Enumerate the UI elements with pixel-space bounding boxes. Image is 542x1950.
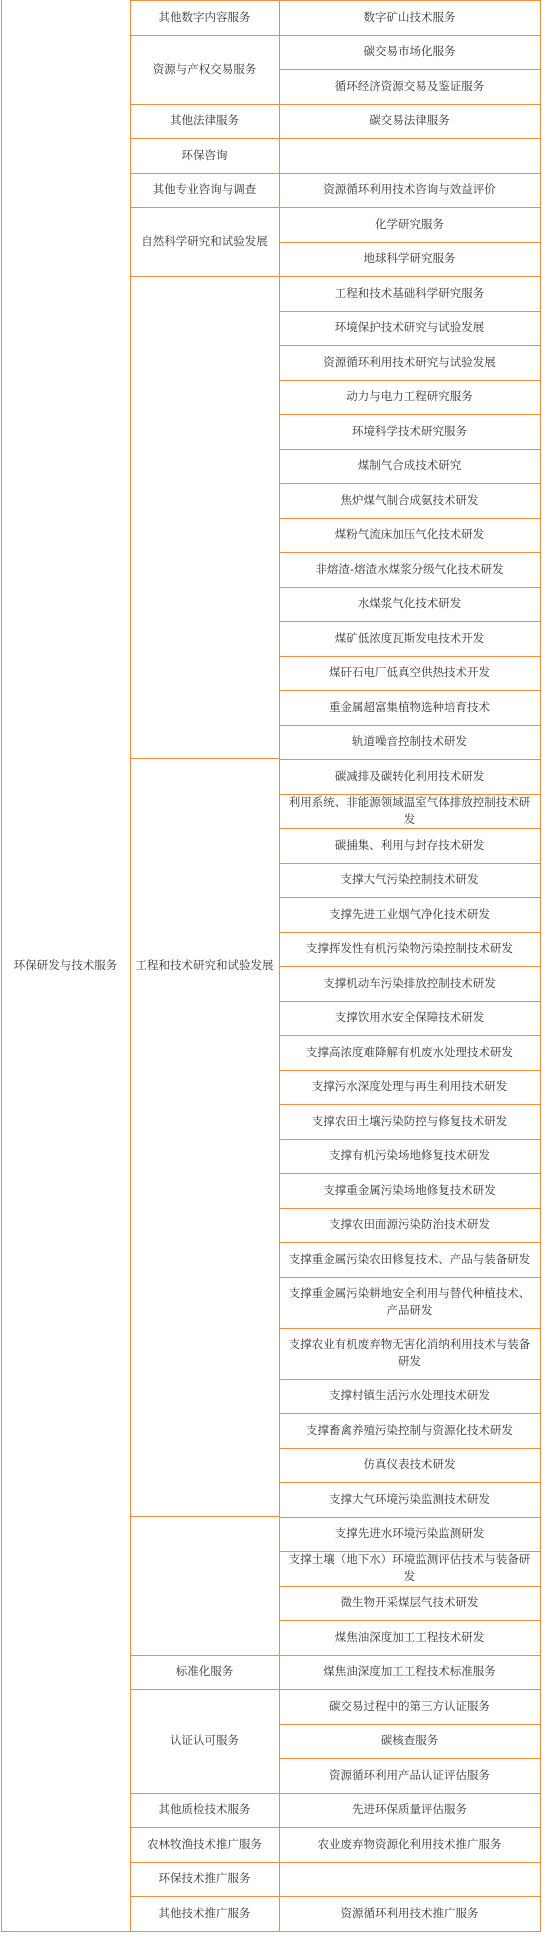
subcategory-cell: 支撑重金属污染农田修复技术、产品与装备研发 <box>288 1251 531 1266</box>
subcategory-cell: 化学研究服务 <box>375 216 444 231</box>
section-cell: 环保研发与技术服务 <box>13 957 118 972</box>
table-border <box>130 0 131 1932</box>
category-cell: 标准化服务 <box>175 1664 234 1679</box>
subcategory-cell: 支撑挥发性有机污染物污染控制技术研发 <box>306 941 513 956</box>
subcategory-cell: 煤制气合成技术研究 <box>357 458 462 473</box>
category-cell: 农林牧渔技术推广服务 <box>147 1836 262 1851</box>
subcategory-cell: 支撑有机污染场地修复技术研发 <box>329 1148 490 1163</box>
subcategory-cell: 支撑畜禽养殖污染控制与资源化技术研发 <box>306 1422 513 1437</box>
subcategory-cell: 数字矿山技术服务 <box>363 9 456 24</box>
table-border <box>1 1931 130 1932</box>
category-cell: 其他技术推广服务 <box>158 1905 251 1920</box>
subcategory-cell: 碳交易法律服务 <box>369 113 450 128</box>
subcategory-cell: 资源循环利用技术咨询与效益评价 <box>323 182 496 197</box>
category-cell: 环保技术推广服务 <box>158 1871 251 1886</box>
subcategory-cell: 碳交易过程中的第三方认证服务 <box>329 1698 490 1713</box>
subcategory-cell: 支撑土壤（地下水）环境监测评估技术与装备研发 <box>288 1552 531 1584</box>
subcategory-cell: 重金属超富集植物选种培育技术 <box>329 699 490 714</box>
subcategory-cell: 先进环保质量评估服务 <box>352 1802 467 1817</box>
subcategory-cell: 仿真仪表技术研发 <box>363 1457 456 1472</box>
subcategory-cell: 支撑重金属污染场地修复技术研发 <box>323 1182 496 1197</box>
category-cell: 认证认可服务 <box>170 1733 239 1748</box>
subcategory-cell: 轨道噪音控制技术研发 <box>352 734 467 749</box>
subcategory-cell: 动力与电力工程研究服务 <box>346 389 473 404</box>
category-cell: 其他数字内容服务 <box>158 9 251 24</box>
table-border <box>279 0 280 1932</box>
table-border <box>1 0 2 1932</box>
subcategory-cell: 利用系统、非能源领域温室气体排放控制技术研发 <box>288 794 531 826</box>
subcategory-cell: 循环经济资源交易及鉴证服务 <box>334 78 485 93</box>
subcategory-cell: 支撑村镇生活污水处理技术研发 <box>329 1388 490 1403</box>
subcategory-cell: 微生物开采煤层气技术研发 <box>340 1595 479 1610</box>
table-border <box>279 1931 540 1932</box>
subcategory-cell: 碳交易市场化服务 <box>363 44 456 59</box>
subcategory-cell: 碳捕集、利用与封存技术研发 <box>334 837 485 852</box>
subcategory-cell: 煤粉气流床加压气化技术研发 <box>334 527 485 542</box>
category-cell: 其他质检技术服务 <box>158 1802 251 1817</box>
subcategory-cell: 支撑先进工业烟气净化技术研发 <box>329 906 490 921</box>
table-border <box>130 1931 279 1932</box>
subcategory-cell: 工程和技术基础科学研究服务 <box>334 285 485 300</box>
subcategory-cell: 支撑重金属污染耕地安全利用与替代种植技术、产品研发 <box>288 1286 531 1317</box>
subcategory-cell: 资源循环利用技术推广服务 <box>340 1905 479 1920</box>
subcategory-cell: 支撑农业有机废弃物无害化消纳利用技术与装备研发 <box>288 1337 531 1368</box>
subcategory-cell: 资源循环利用技术研究与试验发展 <box>323 354 496 369</box>
subcategory-cell: 支撑农田面源污染防治技术研发 <box>329 1217 490 1232</box>
subcategory-cell: 支撑污水深度处理与再生利用技术研发 <box>311 1079 508 1094</box>
subcategory-cell: 支撑大气环境污染监测技术研发 <box>329 1491 490 1506</box>
table-border <box>130 0 540 1</box>
subcategory-cell: 支撑农田土壤污染防控与修复技术研发 <box>311 1113 508 1128</box>
subcategory-cell: 煤焦油深度加工工程技术研发 <box>334 1629 485 1644</box>
category-cell: 其他法律服务 <box>170 113 239 128</box>
category-cell: 自然科学研究和试验发展 <box>141 234 268 248</box>
subcategory-cell: 支撑先进水环境污染监测研发 <box>334 1526 485 1541</box>
subcategory-cell: 地球科学研究服务 <box>363 251 456 266</box>
subcategory-cell <box>279 1862 540 1897</box>
table-border <box>540 0 541 1932</box>
subcategory-cell: 焦炉煤气制合成氨技术研发 <box>340 492 479 507</box>
subcategory-cell: 支撑饮用水安全保障技术研发 <box>334 1010 485 1025</box>
subcategory-cell: 支撑机动车污染排放控制技术研发 <box>323 975 496 990</box>
subcategory-cell: 煤焦油深度加工工程技术标准服务 <box>323 1664 496 1679</box>
subcategory-cell: 碳减排及碳转化利用技术研发 <box>334 768 485 783</box>
subcategory-cell: 农业废弃物资源化利用技术推广服务 <box>317 1836 502 1851</box>
subcategory-cell: 支撑大气污染控制技术研发 <box>340 872 479 887</box>
category-cell: 资源与产权交易服务 <box>152 61 257 76</box>
subcategory-cell: 水煤浆气化技术研发 <box>357 596 462 611</box>
subcategory-cell: 碳核查服务 <box>380 1733 439 1748</box>
category-cell: 工程和技术研究和试验发展 <box>135 957 274 972</box>
category-cell: 环保咨询 <box>181 147 228 162</box>
subcategory-cell <box>279 138 540 173</box>
subcategory-cell: 环境保护技术研究与试验发展 <box>334 320 485 335</box>
subcategory-cell: 煤矿低浓度瓦斯发电技术开发 <box>334 630 485 645</box>
subcategory-cell: 煤矸石电厂低真空供热技术开发 <box>329 665 490 680</box>
subcategory-cell: 资源循环利用产品认证评估服务 <box>329 1767 490 1782</box>
subcategory-cell: 非熔渣-熔渣水煤浆分级气化技术研发 <box>315 561 504 576</box>
category-cell: 其他专业咨询与调查 <box>152 182 257 197</box>
subcategory-cell: 环境科学技术研究服务 <box>352 423 467 438</box>
subcategory-cell: 支撑高浓度难降解有机废水处理技术研发 <box>306 1044 513 1059</box>
